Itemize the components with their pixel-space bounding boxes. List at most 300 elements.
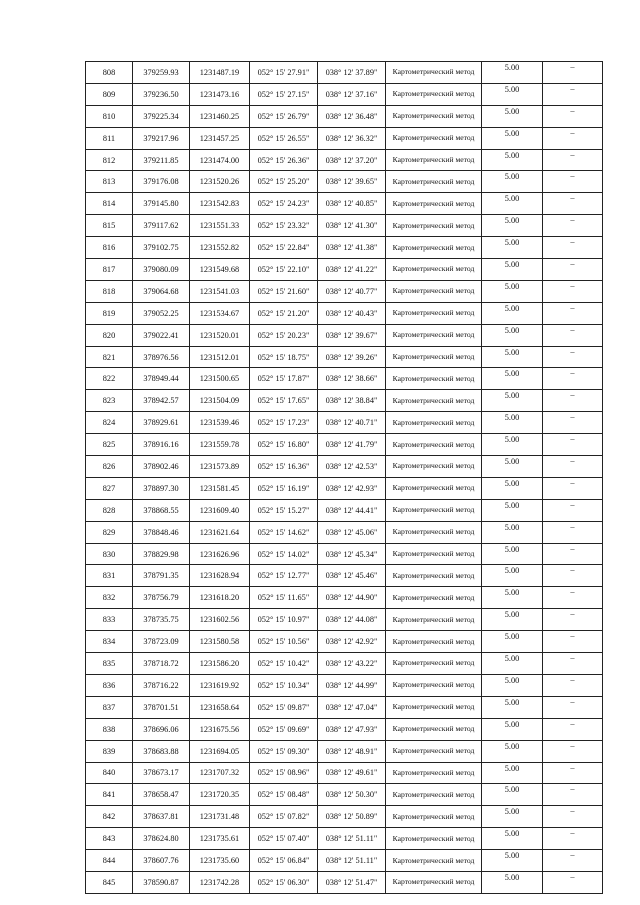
note-cell: – bbox=[543, 740, 603, 762]
latitude-cell: 052° 15' 26.55" bbox=[250, 127, 318, 149]
method-cell: Картометрический метод bbox=[386, 806, 482, 828]
x-coordinate-cell: 378723.09 bbox=[133, 631, 190, 653]
x-coordinate-cell: 378683.88 bbox=[133, 740, 190, 762]
x-coordinate-cell: 378942.57 bbox=[133, 390, 190, 412]
longitude-cell: 038° 12' 39.65" bbox=[318, 171, 386, 193]
accuracy-cell: 5.00 bbox=[482, 740, 543, 762]
method-cell: Картометрический метод bbox=[386, 412, 482, 434]
x-coordinate-cell: 378735.75 bbox=[133, 609, 190, 631]
point-number-cell: 827 bbox=[86, 477, 133, 499]
method-cell: Картометрический метод bbox=[386, 784, 482, 806]
x-coordinate-cell: 378624.80 bbox=[133, 828, 190, 850]
y-coordinate-cell: 1231457.25 bbox=[190, 127, 250, 149]
method-cell: Картометрический метод bbox=[386, 434, 482, 456]
accuracy-cell: 5.00 bbox=[482, 477, 543, 499]
longitude-cell: 038° 12' 41.30" bbox=[318, 215, 386, 237]
y-coordinate-cell: 1231542.83 bbox=[190, 193, 250, 215]
longitude-cell: 038° 12' 40.77" bbox=[318, 280, 386, 302]
note-cell: – bbox=[543, 237, 603, 259]
latitude-cell: 052° 15' 16.80" bbox=[250, 434, 318, 456]
x-coordinate-cell: 379022.41 bbox=[133, 324, 190, 346]
table-row bbox=[86, 215, 603, 237]
y-coordinate-cell: 1231512.01 bbox=[190, 346, 250, 368]
longitude-cell: 038° 12' 51.47" bbox=[318, 871, 386, 893]
table-row bbox=[86, 806, 603, 828]
latitude-cell: 052° 15' 08.96" bbox=[250, 762, 318, 784]
latitude-cell: 052° 15' 12.77" bbox=[250, 565, 318, 587]
longitude-cell: 038° 12' 44.41" bbox=[318, 499, 386, 521]
x-coordinate-cell: 379102.75 bbox=[133, 237, 190, 259]
x-coordinate-cell: 378949.44 bbox=[133, 368, 190, 390]
point-number-cell: 835 bbox=[86, 653, 133, 675]
table-row bbox=[86, 521, 603, 543]
table-row bbox=[86, 259, 603, 281]
longitude-cell: 038° 12' 51.11" bbox=[318, 850, 386, 872]
latitude-cell: 052° 15' 10.34" bbox=[250, 674, 318, 696]
table-row bbox=[86, 412, 603, 434]
longitude-cell: 038° 12' 42.53" bbox=[318, 456, 386, 478]
table-row bbox=[86, 346, 603, 368]
method-cell: Картометрический метод bbox=[386, 871, 482, 893]
point-number-cell: 840 bbox=[86, 762, 133, 784]
y-coordinate-cell: 1231520.01 bbox=[190, 324, 250, 346]
method-cell: Картометрический метод bbox=[386, 171, 482, 193]
y-coordinate-cell: 1231541.03 bbox=[190, 280, 250, 302]
accuracy-cell: 5.00 bbox=[482, 565, 543, 587]
table-row bbox=[86, 696, 603, 718]
method-cell: Картометрический метод bbox=[386, 674, 482, 696]
method-cell: Картометрический метод bbox=[386, 127, 482, 149]
longitude-cell: 038° 12' 42.92" bbox=[318, 631, 386, 653]
latitude-cell: 052° 15' 27.91" bbox=[250, 62, 318, 84]
table-row bbox=[86, 740, 603, 762]
longitude-cell: 038° 12' 41.38" bbox=[318, 237, 386, 259]
point-number-cell: 809 bbox=[86, 83, 133, 105]
y-coordinate-cell: 1231742.28 bbox=[190, 871, 250, 893]
table-row bbox=[86, 434, 603, 456]
accuracy-cell: 5.00 bbox=[482, 784, 543, 806]
accuracy-cell: 5.00 bbox=[482, 302, 543, 324]
point-number-cell: 810 bbox=[86, 105, 133, 127]
point-number-cell: 811 bbox=[86, 127, 133, 149]
note-cell: – bbox=[543, 171, 603, 193]
y-coordinate-cell: 1231720.35 bbox=[190, 784, 250, 806]
longitude-cell: 038° 12' 37.89" bbox=[318, 62, 386, 84]
latitude-cell: 052° 15' 09.30" bbox=[250, 740, 318, 762]
x-coordinate-cell: 378696.06 bbox=[133, 718, 190, 740]
accuracy-cell: 5.00 bbox=[482, 237, 543, 259]
x-coordinate-cell: 378756.79 bbox=[133, 587, 190, 609]
method-cell: Картометрический метод bbox=[386, 280, 482, 302]
latitude-cell: 052° 15' 09.69" bbox=[250, 718, 318, 740]
longitude-cell: 038° 12' 50.89" bbox=[318, 806, 386, 828]
note-cell: – bbox=[543, 346, 603, 368]
accuracy-cell: 5.00 bbox=[482, 127, 543, 149]
table-row bbox=[86, 62, 603, 84]
accuracy-cell: 5.00 bbox=[482, 62, 543, 84]
longitude-cell: 038° 12' 38.84" bbox=[318, 390, 386, 412]
method-cell: Картометрический метод bbox=[386, 83, 482, 105]
y-coordinate-cell: 1231658.64 bbox=[190, 696, 250, 718]
note-cell: – bbox=[543, 456, 603, 478]
x-coordinate-cell: 378829.98 bbox=[133, 543, 190, 565]
y-coordinate-cell: 1231586.20 bbox=[190, 653, 250, 675]
point-number-cell: 814 bbox=[86, 193, 133, 215]
longitude-cell: 038° 12' 45.06" bbox=[318, 521, 386, 543]
longitude-cell: 038° 12' 36.48" bbox=[318, 105, 386, 127]
table-row bbox=[86, 871, 603, 893]
accuracy-cell: 5.00 bbox=[482, 521, 543, 543]
y-coordinate-cell: 1231551.33 bbox=[190, 215, 250, 237]
x-coordinate-cell: 378916.16 bbox=[133, 434, 190, 456]
table-row bbox=[86, 193, 603, 215]
accuracy-cell: 5.00 bbox=[482, 850, 543, 872]
point-number-cell: 813 bbox=[86, 171, 133, 193]
latitude-cell: 052° 15' 16.36" bbox=[250, 456, 318, 478]
longitude-cell: 038° 12' 39.67" bbox=[318, 324, 386, 346]
method-cell: Картометрический метод bbox=[386, 456, 482, 478]
table-row bbox=[86, 718, 603, 740]
x-coordinate-cell: 378929.61 bbox=[133, 412, 190, 434]
x-coordinate-cell: 378848.46 bbox=[133, 521, 190, 543]
y-coordinate-cell: 1231731.48 bbox=[190, 806, 250, 828]
latitude-cell: 052° 15' 16.19" bbox=[250, 477, 318, 499]
point-number-cell: 843 bbox=[86, 828, 133, 850]
note-cell: – bbox=[543, 280, 603, 302]
point-number-cell: 820 bbox=[86, 324, 133, 346]
x-coordinate-cell: 379052.25 bbox=[133, 302, 190, 324]
latitude-cell: 052° 15' 21.60" bbox=[250, 280, 318, 302]
method-cell: Картометрический метод bbox=[386, 62, 482, 84]
method-cell: Картометрический метод bbox=[386, 215, 482, 237]
x-coordinate-cell: 378590.87 bbox=[133, 871, 190, 893]
accuracy-cell: 5.00 bbox=[482, 259, 543, 281]
method-cell: Картометрический метод bbox=[386, 587, 482, 609]
point-number-cell: 830 bbox=[86, 543, 133, 565]
latitude-cell: 052° 15' 07.82" bbox=[250, 806, 318, 828]
longitude-cell: 038° 12' 45.46" bbox=[318, 565, 386, 587]
accuracy-cell: 5.00 bbox=[482, 368, 543, 390]
point-number-cell: 842 bbox=[86, 806, 133, 828]
accuracy-cell: 5.00 bbox=[482, 696, 543, 718]
accuracy-cell: 5.00 bbox=[482, 149, 543, 171]
longitude-cell: 038° 12' 49.61" bbox=[318, 762, 386, 784]
latitude-cell: 052° 15' 06.30" bbox=[250, 871, 318, 893]
accuracy-cell: 5.00 bbox=[482, 587, 543, 609]
longitude-cell: 038° 12' 47.04" bbox=[318, 696, 386, 718]
y-coordinate-cell: 1231504.09 bbox=[190, 390, 250, 412]
table-row bbox=[86, 302, 603, 324]
latitude-cell: 052° 15' 08.48" bbox=[250, 784, 318, 806]
y-coordinate-cell: 1231735.61 bbox=[190, 828, 250, 850]
note-cell: – bbox=[543, 83, 603, 105]
point-number-cell: 824 bbox=[86, 412, 133, 434]
y-coordinate-cell: 1231474.00 bbox=[190, 149, 250, 171]
longitude-cell: 038° 12' 39.26" bbox=[318, 346, 386, 368]
table-row bbox=[86, 653, 603, 675]
accuracy-cell: 5.00 bbox=[482, 543, 543, 565]
y-coordinate-cell: 1231626.96 bbox=[190, 543, 250, 565]
y-coordinate-cell: 1231628.94 bbox=[190, 565, 250, 587]
y-coordinate-cell: 1231559.78 bbox=[190, 434, 250, 456]
point-number-cell: 808 bbox=[86, 62, 133, 84]
point-number-cell: 833 bbox=[86, 609, 133, 631]
point-number-cell: 817 bbox=[86, 259, 133, 281]
x-coordinate-cell: 379259.93 bbox=[133, 62, 190, 84]
method-cell: Картометрический метод bbox=[386, 105, 482, 127]
y-coordinate-cell: 1231487.19 bbox=[190, 62, 250, 84]
latitude-cell: 052° 15' 17.65" bbox=[250, 390, 318, 412]
note-cell: – bbox=[543, 324, 603, 346]
y-coordinate-cell: 1231520.26 bbox=[190, 171, 250, 193]
method-cell: Картометрический метод bbox=[386, 565, 482, 587]
table-row bbox=[86, 280, 603, 302]
note-cell: – bbox=[543, 587, 603, 609]
accuracy-cell: 5.00 bbox=[482, 499, 543, 521]
accuracy-cell: 5.00 bbox=[482, 828, 543, 850]
method-cell: Картометрический метод bbox=[386, 259, 482, 281]
x-coordinate-cell: 378716.22 bbox=[133, 674, 190, 696]
accuracy-cell: 5.00 bbox=[482, 871, 543, 893]
note-cell: – bbox=[543, 609, 603, 631]
note-cell: – bbox=[543, 105, 603, 127]
point-number-cell: 825 bbox=[86, 434, 133, 456]
x-coordinate-cell: 379080.09 bbox=[133, 259, 190, 281]
latitude-cell: 052° 15' 18.75" bbox=[250, 346, 318, 368]
latitude-cell: 052° 15' 11.65" bbox=[250, 587, 318, 609]
method-cell: Картометрический метод bbox=[386, 718, 482, 740]
method-cell: Картометрический метод bbox=[386, 499, 482, 521]
accuracy-cell: 5.00 bbox=[482, 674, 543, 696]
point-number-cell: 844 bbox=[86, 850, 133, 872]
accuracy-cell: 5.00 bbox=[482, 718, 543, 740]
x-coordinate-cell: 378673.17 bbox=[133, 762, 190, 784]
latitude-cell: 052° 15' 22.10" bbox=[250, 259, 318, 281]
method-cell: Картометрический метод bbox=[386, 850, 482, 872]
method-cell: Картометрический метод bbox=[386, 696, 482, 718]
longitude-cell: 038° 12' 40.85" bbox=[318, 193, 386, 215]
note-cell: – bbox=[543, 302, 603, 324]
table-row bbox=[86, 674, 603, 696]
y-coordinate-cell: 1231621.64 bbox=[190, 521, 250, 543]
y-coordinate-cell: 1231460.25 bbox=[190, 105, 250, 127]
note-cell: – bbox=[543, 149, 603, 171]
y-coordinate-cell: 1231675.56 bbox=[190, 718, 250, 740]
longitude-cell: 038° 12' 37.16" bbox=[318, 83, 386, 105]
latitude-cell: 052° 15' 10.56" bbox=[250, 631, 318, 653]
point-number-cell: 837 bbox=[86, 696, 133, 718]
note-cell: – bbox=[543, 368, 603, 390]
x-coordinate-cell: 378868.55 bbox=[133, 499, 190, 521]
table-row bbox=[86, 324, 603, 346]
point-number-cell: 812 bbox=[86, 149, 133, 171]
y-coordinate-cell: 1231602.56 bbox=[190, 609, 250, 631]
method-cell: Картометрический метод bbox=[386, 543, 482, 565]
point-number-cell: 822 bbox=[86, 368, 133, 390]
note-cell: – bbox=[543, 871, 603, 893]
latitude-cell: 052° 15' 24.23" bbox=[250, 193, 318, 215]
accuracy-cell: 5.00 bbox=[482, 631, 543, 653]
point-number-cell: 832 bbox=[86, 587, 133, 609]
table-row bbox=[86, 565, 603, 587]
point-number-cell: 831 bbox=[86, 565, 133, 587]
method-cell: Картометрический метод bbox=[386, 324, 482, 346]
accuracy-cell: 5.00 bbox=[482, 653, 543, 675]
method-cell: Картометрический метод bbox=[386, 653, 482, 675]
accuracy-cell: 5.00 bbox=[482, 412, 543, 434]
latitude-cell: 052° 15' 10.97" bbox=[250, 609, 318, 631]
method-cell: Картометрический метод bbox=[386, 346, 482, 368]
method-cell: Картометрический метод bbox=[386, 609, 482, 631]
x-coordinate-cell: 379145.80 bbox=[133, 193, 190, 215]
table-row bbox=[86, 609, 603, 631]
table-row bbox=[86, 105, 603, 127]
accuracy-cell: 5.00 bbox=[482, 762, 543, 784]
x-coordinate-cell: 378658.47 bbox=[133, 784, 190, 806]
y-coordinate-cell: 1231581.45 bbox=[190, 477, 250, 499]
method-cell: Картометрический метод bbox=[386, 149, 482, 171]
note-cell: – bbox=[543, 434, 603, 456]
note-cell: – bbox=[543, 718, 603, 740]
table-row bbox=[86, 828, 603, 850]
note-cell: – bbox=[543, 762, 603, 784]
table-row bbox=[86, 543, 603, 565]
longitude-cell: 038° 12' 38.66" bbox=[318, 368, 386, 390]
point-number-cell: 826 bbox=[86, 456, 133, 478]
table-row bbox=[86, 499, 603, 521]
table-row bbox=[86, 456, 603, 478]
latitude-cell: 052° 15' 22.84" bbox=[250, 237, 318, 259]
method-cell: Картометрический метод bbox=[386, 237, 482, 259]
table-row bbox=[86, 850, 603, 872]
latitude-cell: 052° 15' 25.20" bbox=[250, 171, 318, 193]
x-coordinate-cell: 378897.30 bbox=[133, 477, 190, 499]
latitude-cell: 052° 15' 21.20" bbox=[250, 302, 318, 324]
y-coordinate-cell: 1231694.05 bbox=[190, 740, 250, 762]
longitude-cell: 038° 12' 37.20" bbox=[318, 149, 386, 171]
y-coordinate-cell: 1231573.89 bbox=[190, 456, 250, 478]
note-cell: – bbox=[543, 806, 603, 828]
accuracy-cell: 5.00 bbox=[482, 806, 543, 828]
accuracy-cell: 5.00 bbox=[482, 83, 543, 105]
note-cell: – bbox=[543, 477, 603, 499]
x-coordinate-cell: 378607.76 bbox=[133, 850, 190, 872]
accuracy-cell: 5.00 bbox=[482, 346, 543, 368]
accuracy-cell: 5.00 bbox=[482, 456, 543, 478]
note-cell: – bbox=[543, 543, 603, 565]
note-cell: – bbox=[543, 631, 603, 653]
y-coordinate-cell: 1231473.16 bbox=[190, 83, 250, 105]
method-cell: Картометрический метод bbox=[386, 740, 482, 762]
note-cell: – bbox=[543, 696, 603, 718]
x-coordinate-cell: 378976.56 bbox=[133, 346, 190, 368]
latitude-cell: 052° 15' 14.62" bbox=[250, 521, 318, 543]
coordinates-table-body bbox=[86, 62, 603, 894]
latitude-cell: 052° 15' 27.15" bbox=[250, 83, 318, 105]
latitude-cell: 052° 15' 26.79" bbox=[250, 105, 318, 127]
accuracy-cell: 5.00 bbox=[482, 280, 543, 302]
point-number-cell: 829 bbox=[86, 521, 133, 543]
point-number-cell: 838 bbox=[86, 718, 133, 740]
longitude-cell: 038° 12' 51.11" bbox=[318, 828, 386, 850]
latitude-cell: 052° 15' 15.27" bbox=[250, 499, 318, 521]
point-number-cell: 834 bbox=[86, 631, 133, 653]
accuracy-cell: 5.00 bbox=[482, 434, 543, 456]
table-row bbox=[86, 368, 603, 390]
longitude-cell: 038° 12' 41.79" bbox=[318, 434, 386, 456]
point-number-cell: 819 bbox=[86, 302, 133, 324]
note-cell: – bbox=[543, 259, 603, 281]
table-row bbox=[86, 390, 603, 412]
method-cell: Картометрический метод bbox=[386, 302, 482, 324]
accuracy-cell: 5.00 bbox=[482, 193, 543, 215]
accuracy-cell: 5.00 bbox=[482, 609, 543, 631]
note-cell: – bbox=[543, 674, 603, 696]
longitude-cell: 038° 12' 43.22" bbox=[318, 653, 386, 675]
x-coordinate-cell: 378791.35 bbox=[133, 565, 190, 587]
point-number-cell: 828 bbox=[86, 499, 133, 521]
latitude-cell: 052° 15' 26.36" bbox=[250, 149, 318, 171]
accuracy-cell: 5.00 bbox=[482, 105, 543, 127]
note-cell: – bbox=[543, 412, 603, 434]
longitude-cell: 038° 12' 36.32" bbox=[318, 127, 386, 149]
point-number-cell: 841 bbox=[86, 784, 133, 806]
x-coordinate-cell: 378701.51 bbox=[133, 696, 190, 718]
x-coordinate-cell: 378718.72 bbox=[133, 653, 190, 675]
note-cell: – bbox=[543, 193, 603, 215]
point-number-cell: 845 bbox=[86, 871, 133, 893]
x-coordinate-cell: 379217.96 bbox=[133, 127, 190, 149]
y-coordinate-cell: 1231549.68 bbox=[190, 259, 250, 281]
table-row bbox=[86, 784, 603, 806]
latitude-cell: 052° 15' 17.87" bbox=[250, 368, 318, 390]
point-number-cell: 818 bbox=[86, 280, 133, 302]
latitude-cell: 052° 15' 14.02" bbox=[250, 543, 318, 565]
x-coordinate-cell: 379225.34 bbox=[133, 105, 190, 127]
table-row bbox=[86, 587, 603, 609]
method-cell: Картометрический метод bbox=[386, 828, 482, 850]
accuracy-cell: 5.00 bbox=[482, 390, 543, 412]
y-coordinate-cell: 1231618.20 bbox=[190, 587, 250, 609]
x-coordinate-cell: 379117.62 bbox=[133, 215, 190, 237]
note-cell: – bbox=[543, 784, 603, 806]
point-number-cell: 836 bbox=[86, 674, 133, 696]
point-number-cell: 815 bbox=[86, 215, 133, 237]
longitude-cell: 038° 12' 44.90" bbox=[318, 587, 386, 609]
longitude-cell: 038° 12' 40.43" bbox=[318, 302, 386, 324]
note-cell: – bbox=[543, 850, 603, 872]
note-cell: – bbox=[543, 390, 603, 412]
y-coordinate-cell: 1231609.40 bbox=[190, 499, 250, 521]
longitude-cell: 038° 12' 45.34" bbox=[318, 543, 386, 565]
table-row bbox=[86, 762, 603, 784]
note-cell: – bbox=[543, 521, 603, 543]
longitude-cell: 038° 12' 50.30" bbox=[318, 784, 386, 806]
method-cell: Картометрический метод bbox=[386, 477, 482, 499]
latitude-cell: 052° 15' 09.87" bbox=[250, 696, 318, 718]
point-number-cell: 839 bbox=[86, 740, 133, 762]
y-coordinate-cell: 1231552.82 bbox=[190, 237, 250, 259]
method-cell: Картометрический метод bbox=[386, 368, 482, 390]
longitude-cell: 038° 12' 42.93" bbox=[318, 477, 386, 499]
y-coordinate-cell: 1231707.32 bbox=[190, 762, 250, 784]
table-row bbox=[86, 477, 603, 499]
latitude-cell: 052° 15' 06.84" bbox=[250, 850, 318, 872]
table-row bbox=[86, 631, 603, 653]
method-cell: Картометрический метод bbox=[386, 390, 482, 412]
x-coordinate-cell: 379176.08 bbox=[133, 171, 190, 193]
y-coordinate-cell: 1231619.92 bbox=[190, 674, 250, 696]
